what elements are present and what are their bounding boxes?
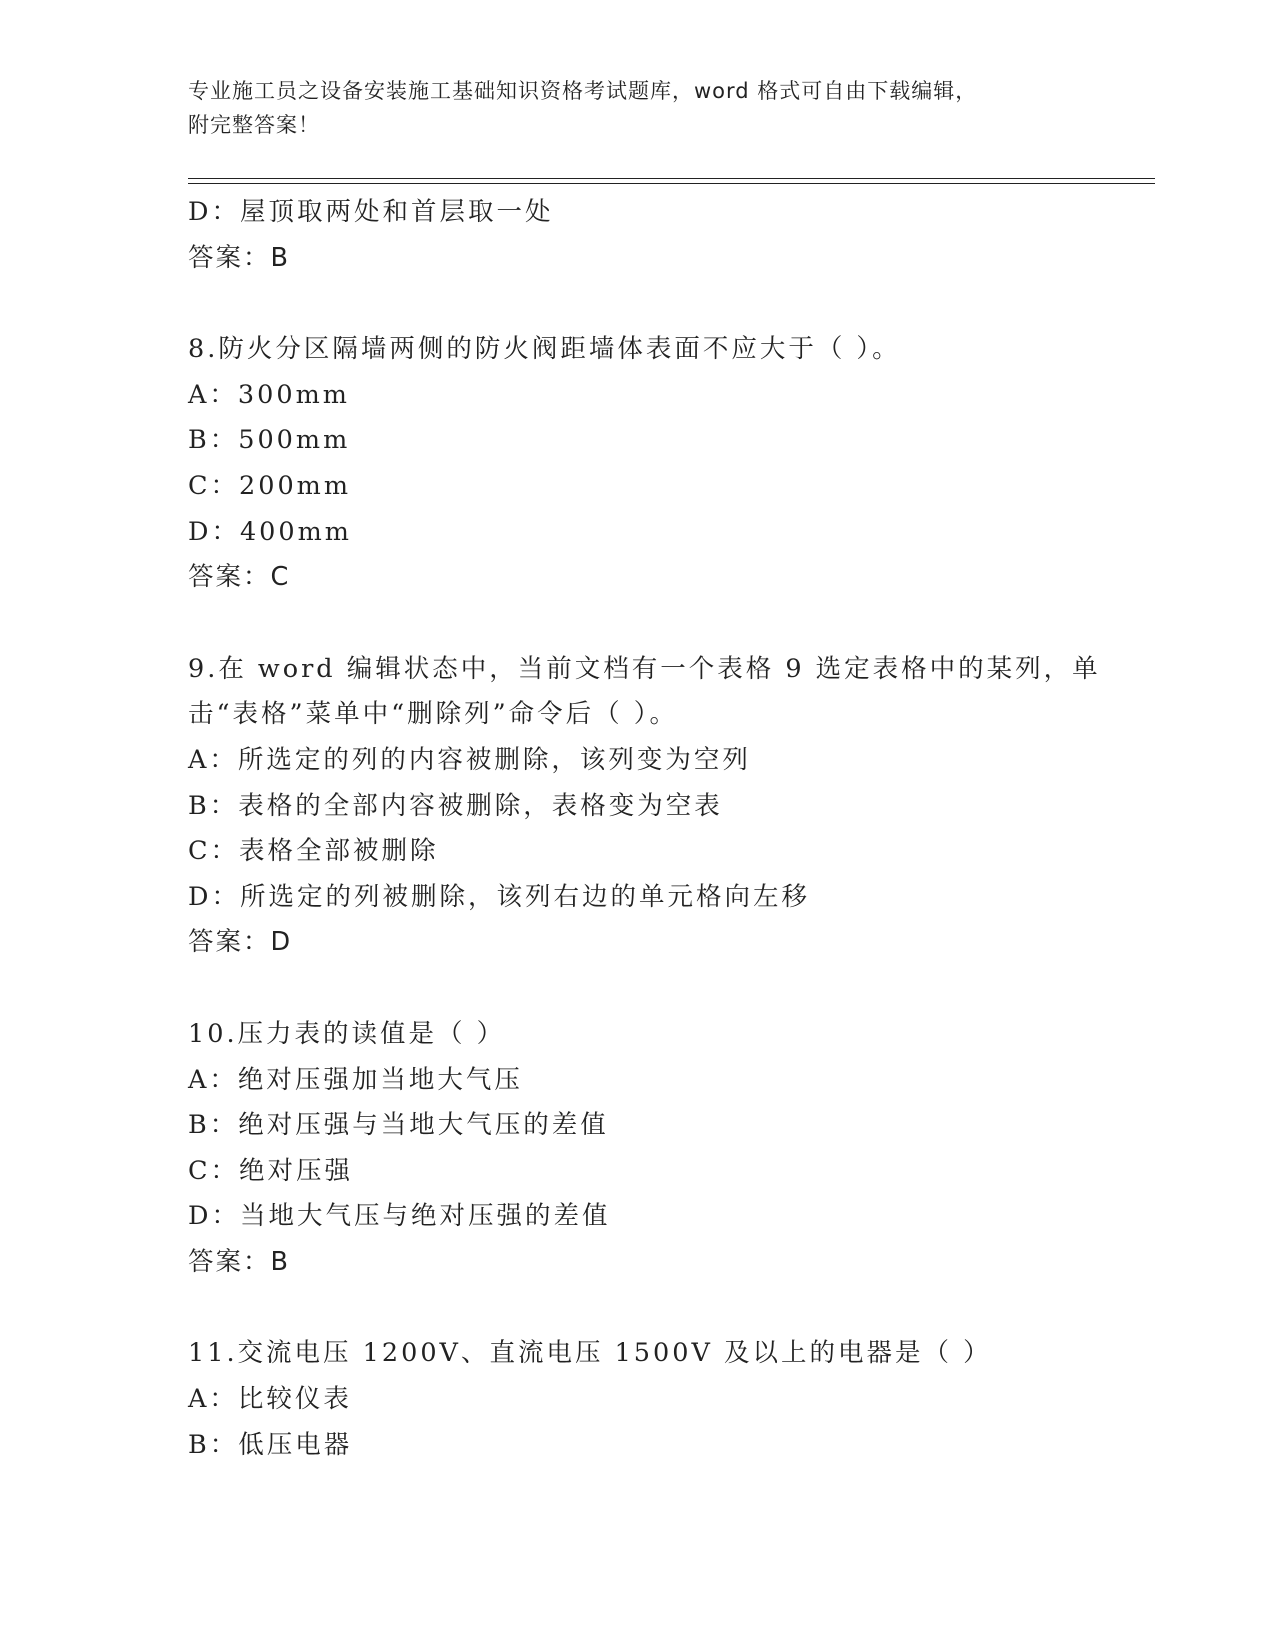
option-d: D：所选定的列被删除，该列右边的单元格向左移 <box>188 881 810 912</box>
option-a: A：300mm <box>188 379 350 410</box>
question-block-11 <box>188 1331 1148 1468</box>
option-a: A：比较仪表 <box>188 1384 352 1415</box>
option-c: C：200mm <box>188 470 352 501</box>
question-stem: 10.压力表的读值是（ ） <box>188 1018 506 1049</box>
option-d: D：屋顶取两处和首层取一处 <box>188 197 554 227</box>
answer-line: 答案：B <box>188 242 290 273</box>
question-block-10 <box>188 1012 1148 1286</box>
option-b: B：绝对压强与当地大气压的差值 <box>188 1110 609 1141</box>
question-stem-line-1: 9.在 word 编辑状态中，当前文档有一个表格 9 选定表格中的某列，单 <box>188 653 1101 684</box>
option-b: B：低压电器 <box>188 1429 353 1460</box>
option-c: C：绝对压强 <box>188 1155 354 1186</box>
option-a: A：所选定的列的内容被删除，该列变为空列 <box>188 744 751 775</box>
answer-line: 答案：D <box>188 927 293 958</box>
answer-line: 答案：C <box>188 562 291 593</box>
option-b: B：表格的全部内容被删除，表格变为空表 <box>188 790 723 821</box>
option-c: C：表格全部被删除 <box>188 836 439 867</box>
question-block-9 <box>188 647 1148 966</box>
option-d: D：400mm <box>188 516 352 547</box>
question-stem-line-2: 击“表格”菜单中“删除列”命令后（ ）。 <box>188 699 679 730</box>
header-divider-top <box>188 178 1155 179</box>
header-divider-bottom <box>188 183 1155 184</box>
question-block-prev <box>188 190 1148 281</box>
question-block-8 <box>188 327 1148 601</box>
spacer <box>188 601 1148 647</box>
option-b: B：500mm <box>188 425 351 456</box>
answer-line: 答案：B <box>188 1246 290 1277</box>
spacer <box>188 281 1148 327</box>
option-d: D：当地大气压与绝对压强的差值 <box>188 1201 611 1232</box>
header-title-line-1: 专业施工员之设备安装施工基础知识资格考试题库，word 格式可自由下载编辑， <box>188 79 978 103</box>
spacer <box>188 966 1148 1012</box>
question-stem: 11.交流电压 1200V、直流电压 1500V 及以上的电器是（ ） <box>188 1338 992 1369</box>
option-a: A：绝对压强加当地大气压 <box>188 1064 523 1095</box>
header-title-line-2: 附完整答案！ <box>188 113 320 137</box>
question-list <box>188 190 1148 1468</box>
question-stem: 8.防火分区隔墙两侧的防火阀距墙体表面不应大于（ ）。 <box>188 334 901 365</box>
spacer <box>188 1285 1148 1331</box>
document-header <box>188 74 1088 142</box>
